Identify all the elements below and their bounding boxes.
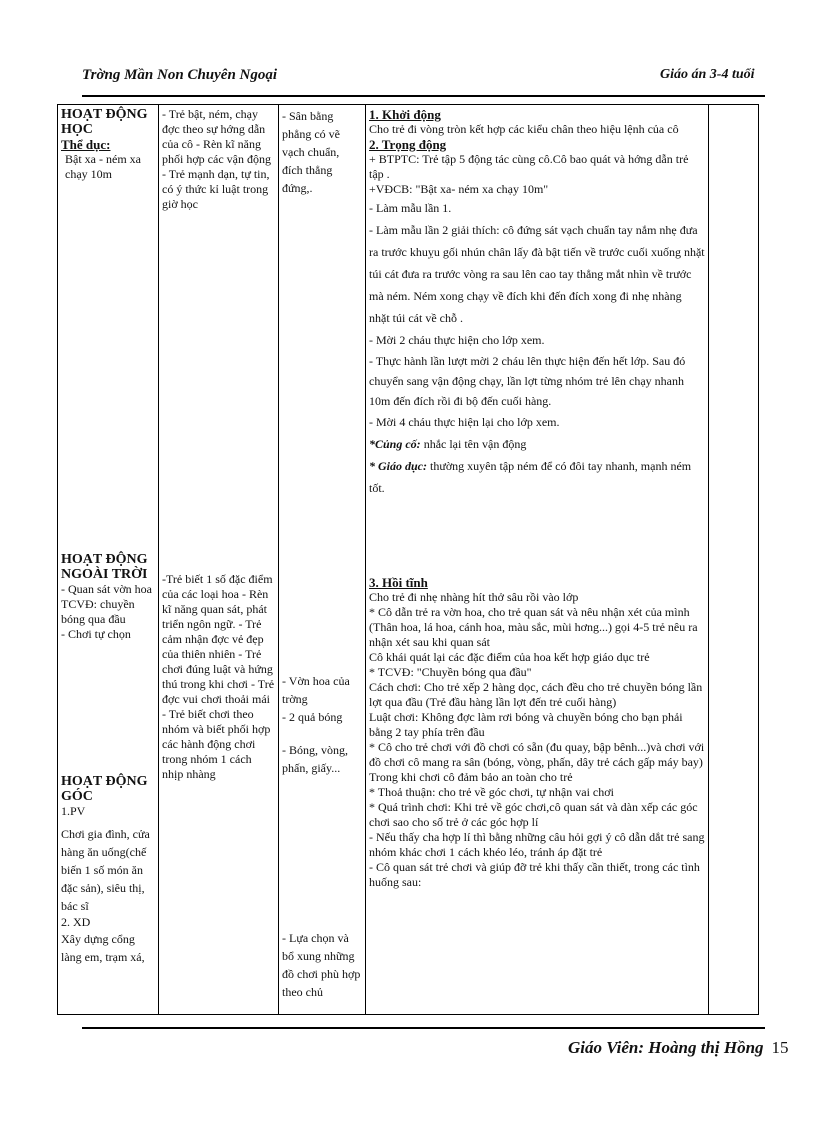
procedure-text: - Làm mẫu lần 1. bbox=[369, 201, 452, 215]
procedure-text: - Cô quan sát trẻ chơi và giúp đỡ trẻ khi thấy cần thiết, trong các tình huống sau: bbox=[369, 860, 700, 889]
procedure-text: - Thực hành lần lượt mời 2 cháu lên thực hiện đến hết lớp. Sau đó chuyển sang vận động chạy, lần lợt từng nhóm trẻ lên chạy nhanh 10m đến đích rồi đi bộ đến cuối hàng. bbox=[369, 354, 686, 408]
section-title-warmup: 1. Khởi động bbox=[369, 107, 441, 122]
procedure-text: - Nếu thấy cha hợp lí thì bằng những câu hỏi gợi ý cô dẫn dắt trẻ sang nhóm khác chơi 1 cách khéo léo, tránh áp đặt trẻ bbox=[369, 830, 705, 859]
table-row bbox=[58, 105, 759, 1015]
school-name: Trờng Mần Non Chuyên Ngoại bbox=[82, 67, 278, 83]
header-rule bbox=[82, 95, 765, 97]
footer bbox=[568, 1038, 789, 1058]
activity-item: Bật xa - ném xa chạy 10m bbox=[65, 152, 141, 181]
lesson-plan-table bbox=[57, 104, 759, 1015]
activity-column bbox=[58, 105, 159, 1015]
preparation-garden: - Vờn hoa của trờng bbox=[282, 674, 350, 706]
procedure-text: - Mời 2 cháu thực hiện cho lớp xem. bbox=[369, 333, 545, 347]
objectives-learning: - Trẻ bật, ném, chạy đợc theo sự hớng dẫn của cô - Rèn kĩ năng phối hợp các vận động - Trẻ mạnh dạn, tự tin, có ý thức kỉ luật trong giờ học bbox=[162, 107, 271, 211]
subject-title: Giáo án 3-4 tuổi bbox=[660, 67, 755, 82]
section-title-cooldown: 3. Hồi tĩnh bbox=[369, 575, 428, 590]
procedure-text: * Thoả thuận: cho trẻ về góc chơi, tự nhận vai chơi bbox=[369, 785, 614, 799]
activity-item: Chơi gia đình, cửa hàng ăn uống(chế biến 1 số món ăn đặc sản), siêu thị, bác sĩ bbox=[61, 827, 150, 913]
procedure-text: * Quá trình chơi: Khi trẻ về góc chơi,cô quan sát và dàn xếp các góc chơi sao cho số trẻ ở các góc hợp lí bbox=[369, 800, 698, 829]
procedure-text: + BTPTC: Trẻ tập 5 động tác cùng cô.Cô bao quát và hớng dẫn trẻ tập . bbox=[369, 152, 689, 181]
activity-item: Xây dựng cổng làng em, trạm xá, bbox=[61, 932, 145, 964]
teacher-name: Giáo Viên: Hoàng thị Hồng bbox=[568, 1038, 764, 1057]
preparation-learning: - Sân bằng phẳng có vẽ vạch chuẩn, đích thẳng đứng,. bbox=[282, 109, 340, 195]
consolidation-label: *Củng cố: bbox=[369, 437, 421, 451]
footer-rule bbox=[82, 1027, 765, 1029]
consolidation-text: nhắc lại tên vận động bbox=[420, 437, 527, 451]
procedure-column bbox=[366, 105, 709, 1015]
activity-item: 2. XD bbox=[61, 915, 91, 929]
activity-item: - Quan sát vờn hoa bbox=[61, 582, 152, 596]
procedure-text: - Làm mẫu lần 2 giải thích: cô đứng sát vạch chuẩn tay nắm nhẹ đưa ra trước khuỵu gối nhún chân lấy đà bật tiến về trước cuối xuống nhặt túi cát đưa ra trước vòng ra sau lên cao tay thẳng mắt nhìn về trước mà ném. Ném xong chạy về đích khi đến đích xong đi nhẹ nhàng nhặt túi cát về chỗ . bbox=[369, 223, 705, 325]
procedure-text: Trong khi chơi cô đảm bảo an toàn cho trẻ bbox=[369, 770, 573, 784]
activity-title-outdoor: HOẠT ĐỘNG NGOÀI TRỜI bbox=[61, 552, 148, 582]
preparation-balls: - 2 quả bóng bbox=[282, 710, 343, 724]
education-label: * Giáo dục: bbox=[369, 459, 427, 473]
preparation-toys: - Bóng, vòng, phấn, giấy... bbox=[282, 743, 348, 775]
page-number: 15 bbox=[771, 1038, 789, 1057]
preparation-column bbox=[279, 105, 366, 1015]
notes-column bbox=[709, 105, 759, 1015]
procedure-text: * Cô cho trẻ chơi với đồ chơi có sẵn (đu quay, bập bênh...)và chơi với đồ chơi cô mang ra sân (bóng, vòng, phấn, dây trẻ cách gấp máy bay) bbox=[369, 740, 705, 769]
objectives-column bbox=[159, 105, 279, 1015]
education-text: thường xuyên tập ném để có đôi tay nhanh, mạnh ném tốt. bbox=[369, 459, 692, 495]
section-title-main: 2. Trọng động bbox=[369, 137, 447, 152]
procedure-text: - Mời 4 cháu thực hiện lại cho lớp xem. bbox=[369, 415, 560, 429]
activity-subtitle: Thể dục: bbox=[61, 137, 111, 152]
procedure-text: Luật chơi: Không đợc làm rơi bóng và chuyền bóng cho bạn phải bằng 2 tay phía trên đầu bbox=[369, 710, 683, 739]
procedure-text: * TCVĐ: "Chuyền bóng qua đầu" bbox=[369, 665, 532, 679]
activity-title-corner: HOẠT ĐỘNG GÓC bbox=[61, 774, 148, 804]
activity-item: - Chơi tự chọn bbox=[61, 627, 131, 641]
procedure-text: Cô khái quát lại các đặc điểm của hoa kết hợp giáo dục trẻ bbox=[369, 650, 650, 664]
procedure-text: Cho trẻ đi nhẹ nhàng hít thở sâu rồi vào lớp bbox=[369, 590, 579, 604]
activity-title-learning: HOẠT ĐỘNG HỌC bbox=[61, 107, 148, 137]
procedure-text: +VĐCB: "Bật xa- ném xa chạy 10m" bbox=[369, 182, 549, 196]
procedure-text: * Cô dẫn trẻ ra vờn hoa, cho trẻ quan sát và nêu nhận xét của mình (Thân hoa, lá hoa, cánh hoa, màu sắc, mùi hơng...) gọi 4-5 trẻ nêu ra nhận xét sau khi quan sát bbox=[369, 605, 698, 649]
activity-item: TCVĐ: chuyền bóng qua đầu bbox=[61, 597, 135, 626]
procedure-text: Cho trẻ đi vòng tròn kết hợp các kiểu chân theo hiệu lệnh của cô bbox=[369, 122, 679, 136]
objectives-outdoor: -Trẻ biết 1 số đặc điểm của các loại hoa - Rèn kĩ năng quan sát, phát triển ngôn ngữ. - Trẻ cảm nhận đợc vẻ đẹp của thiên nhiên - Trẻ chơi đúng luật và hứng thú trong khi chơi - Trẻ đợc vui chơi thoải mái - Trẻ biết chơi theo nhóm và biết phối hợp các hành động chơi trong nhóm 1 cách nhịp nhàng bbox=[162, 572, 275, 781]
preparation-corner: - Lựa chọn và bổ xung những đồ chơi phù hợp theo chủ bbox=[282, 931, 361, 999]
procedure-text: Cách chơi: Cho trẻ xếp 2 hàng dọc, cách đều cho trẻ chuyền bóng lần lợt qua đầu (Trẻ đầu hàng lần lợt đến trẻ cuối hàng) bbox=[369, 680, 703, 709]
activity-item: 1.PV bbox=[61, 804, 86, 818]
